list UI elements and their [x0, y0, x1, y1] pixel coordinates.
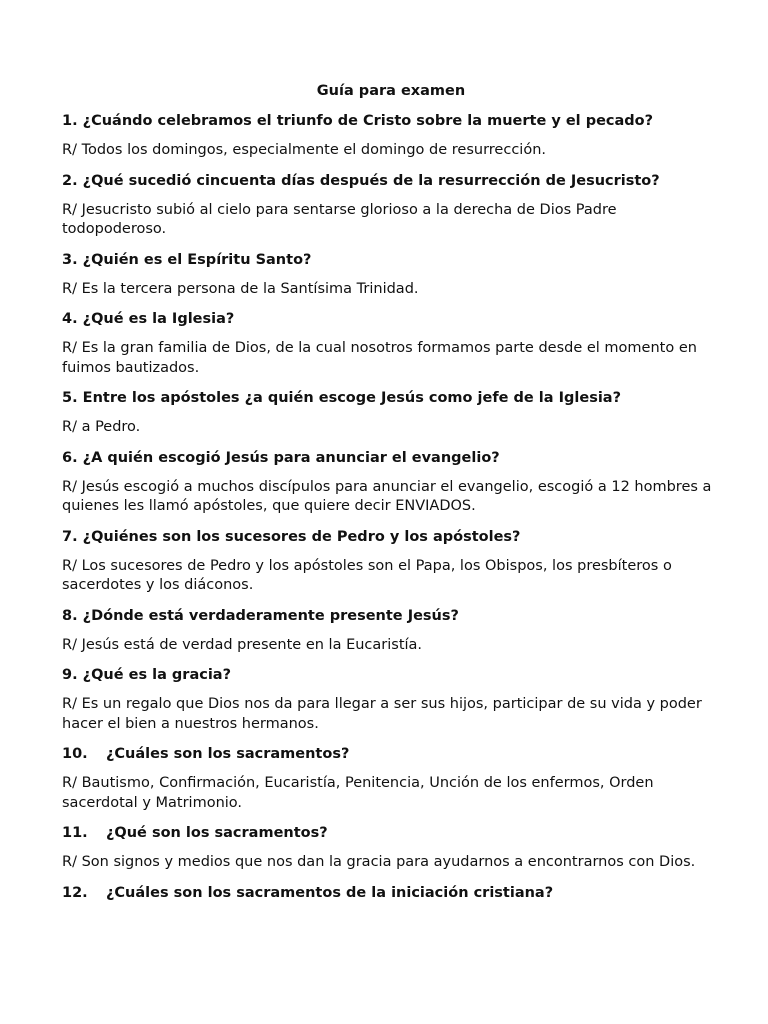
question-label: ¿Qué es la Iglesia?: [82, 311, 235, 327]
question-number: 2.: [62, 172, 78, 189]
document-title: Guía para examen: [316, 83, 466, 99]
question-list: [62, 111, 712, 913]
qa-item: [62, 883, 712, 903]
question-number: 8.: [62, 607, 78, 624]
qa-item: [62, 665, 712, 734]
question-number: 1.: [62, 113, 78, 129]
question-label: ¿Qué sucedió cincuenta días después de la resurrección de Jesucristo?: [82, 172, 660, 189]
answer-text: R/ Son signos y medios que nos dan la gracia para ayudarnos a encontrarnos con Dios.: [62, 854, 696, 870]
question-number: 3.: [62, 251, 78, 268]
qa-item: [62, 448, 712, 517]
qa-item: [62, 744, 712, 813]
answer-text: R/ Es la tercera persona de la Santísima Trinidad.: [62, 280, 419, 297]
qa-item: [62, 309, 712, 378]
qa-item: [62, 606, 712, 656]
qa-item: [62, 250, 712, 300]
answer-text: R/ Jesús escogió a muchos discípulos para anunciar el evangelio, escogió a 12 hombres a quienes les llamó apóstoles, que quiere decir ENVIADOS.: [62, 478, 712, 514]
question-label: Entre los apóstoles ¿a quién escoge Jesús como jefe de la Iglesia?: [82, 390, 621, 406]
question-label: ¿Cuáles son los sacramentos?: [106, 746, 350, 762]
qa-item: [62, 823, 712, 873]
question-text: [62, 527, 712, 547]
question-label: ¿A quién escogió Jesús para anunciar el evangelio?: [82, 449, 500, 466]
question-text: [62, 883, 712, 903]
answer-text: R/ Jesucristo subió al cielo para sentarse glorioso a la derecha de Dios Padre todopoderoso.: [62, 201, 617, 237]
question-text: [62, 665, 712, 685]
question-label: ¿Qué son los sacramentos?: [106, 825, 328, 841]
question-text: [62, 250, 712, 270]
question-text: [62, 823, 712, 843]
question-number: 12.: [62, 884, 88, 901]
question-number: 4.: [62, 311, 78, 327]
question-text: [62, 744, 712, 764]
question-label: ¿Qué es la gracia?: [82, 667, 232, 683]
answer-text: R/ Todos los domingos, especialmente el domingo de resurrección.: [62, 142, 546, 158]
question-number: 7.: [62, 528, 78, 545]
question-number: 10.: [62, 746, 88, 762]
answer-text: R/ Jesús está de verdad presente en la Eucaristía.: [62, 636, 423, 653]
question-number: 11.: [62, 825, 88, 841]
question-label: ¿Cuándo celebramos el triunfo de Cristo sobre la muerte y el pecado?: [82, 113, 654, 129]
qa-item: [62, 111, 712, 161]
question-text: [62, 388, 712, 408]
question-text: [62, 171, 712, 191]
answer-text: R/ Es un regalo que Dios nos da para llegar a ser sus hijos, participar de su vida y poder hacer el bien a nuestros hermanos.: [62, 696, 702, 732]
question-text: [62, 111, 712, 131]
question-number: 5.: [62, 390, 78, 406]
question-text: [62, 309, 712, 329]
question-label: ¿Dónde está verdaderamente presente Jesús?: [82, 607, 459, 624]
qa-item: [62, 171, 712, 240]
answer-text: R/ Es la gran familia de Dios, de la cual nosotros formamos parte desde el momento en fuimos bautizados.: [62, 340, 697, 376]
question-text: [62, 606, 712, 626]
qa-item: [62, 527, 712, 596]
question-label: ¿Quiénes son los sucesores de Pedro y los apóstoles?: [82, 528, 521, 545]
answer-text: R/ Bautismo, Confirmación, Eucaristía, Penitencia, Unción de los enfermos, Orden sacerdotal y Matrimonio.: [62, 775, 654, 811]
answer-text: R/ a Pedro.: [62, 419, 141, 435]
question-number: 6.: [62, 449, 78, 466]
answer-text: R/ Los sucesores de Pedro y los apóstoles son el Papa, los Obispos, los presbíteros o sacerdotes y los diáconos.: [62, 557, 672, 593]
question-number: 9.: [62, 667, 78, 683]
qa-item: [62, 388, 712, 438]
question-label: ¿Cuáles son los sacramentos de la iniciación cristiana?: [106, 884, 554, 901]
question-text: [62, 448, 712, 468]
question-label: ¿Quién es el Espíritu Santo?: [82, 251, 312, 268]
